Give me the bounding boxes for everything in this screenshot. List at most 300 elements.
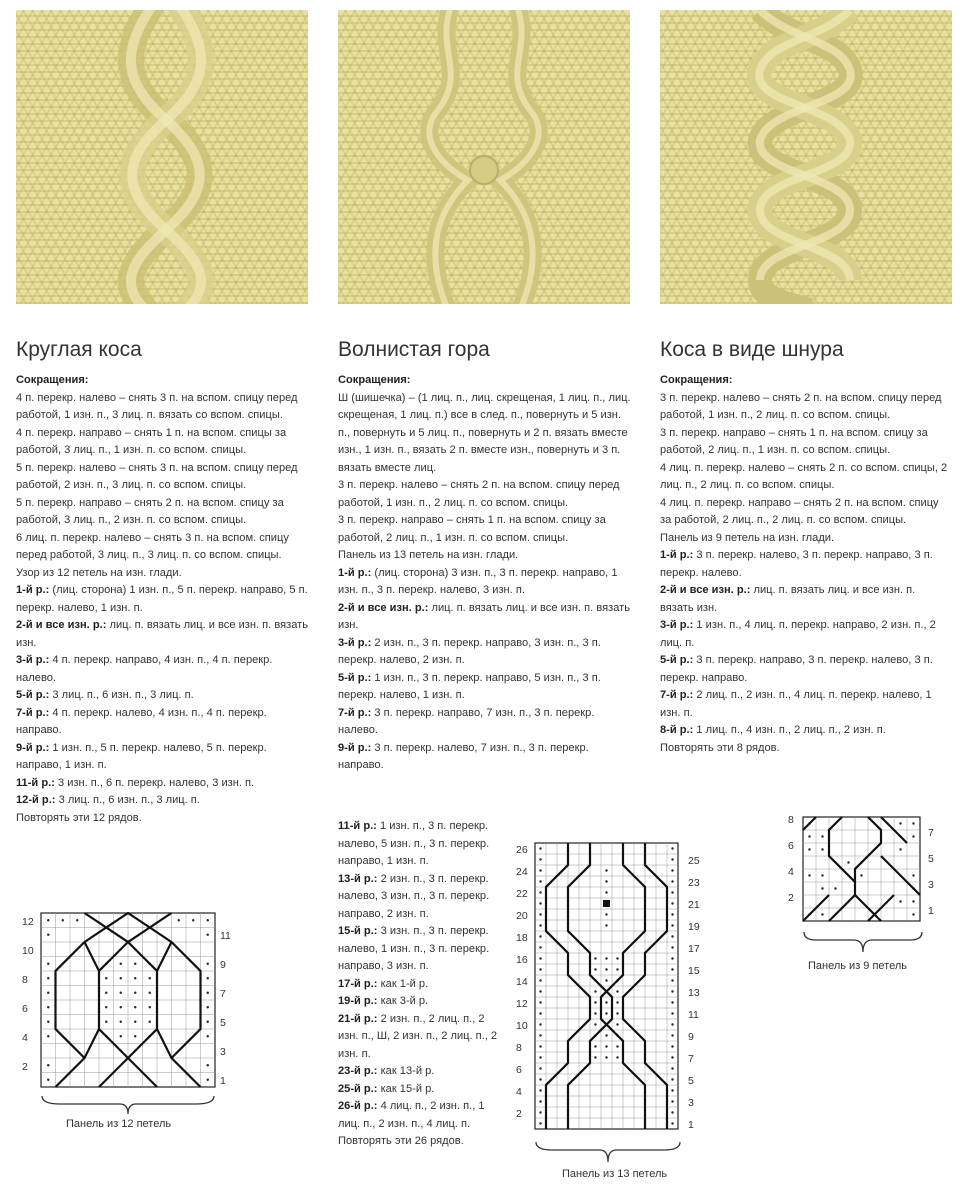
- purl-dot: [671, 1078, 673, 1080]
- instruction-line: [338, 993, 506, 1011]
- row-label: 1-й р.:: [338, 566, 372, 579]
- row-text: как 13-й р.: [377, 1065, 435, 1077]
- row-number: 6: [22, 1003, 28, 1015]
- purl-dot: [149, 977, 151, 979]
- row-number: 8: [22, 974, 28, 986]
- purl-dot: [605, 869, 607, 871]
- instruction-line: [338, 1063, 506, 1081]
- instruction-line: [338, 635, 634, 670]
- instruction-line: [338, 818, 506, 871]
- row-number: 19: [688, 921, 700, 933]
- purl-dot: [605, 1012, 607, 1014]
- purl-dot: [149, 1021, 151, 1023]
- row-text: 3 п. перекр. направо, 3 п. перекр. налево, 3 п. перекр. направо.: [660, 654, 933, 684]
- purl-dot: [539, 968, 541, 970]
- purl-dot: [605, 1056, 607, 1058]
- purl-dot: [539, 1012, 541, 1014]
- row-text: лиц. п. вязать лиц. и все изн. п. вязать изн.: [660, 584, 916, 614]
- purl-dot: [671, 990, 673, 992]
- instruction-line: [338, 1098, 506, 1133]
- row-number: 3: [928, 879, 934, 891]
- purl-dot: [605, 913, 607, 915]
- row-number: 1: [928, 905, 934, 917]
- purl-dot: [539, 1056, 541, 1058]
- purl-dot: [207, 1035, 209, 1037]
- row-text: 2 изн. п., 2 лиц. п., 2 изн. п., Ш, 2 изн. п., 2 лиц. п., 2 изн. п.: [338, 1012, 498, 1060]
- instruction-line: [660, 495, 948, 530]
- purl-dot: [192, 919, 194, 921]
- purl-dot: [47, 1006, 49, 1008]
- purl-dot: [899, 848, 901, 850]
- purl-dot: [594, 1001, 596, 1003]
- purl-dot: [671, 1111, 673, 1113]
- row-label: 7-й р.:: [16, 706, 50, 719]
- instruction-line: [16, 617, 312, 652]
- instruction-line: [338, 565, 634, 600]
- purl-dot: [671, 1023, 673, 1025]
- purl-dot: [207, 1006, 209, 1008]
- row-label: 26-й р.:: [338, 1100, 378, 1112]
- row-label: 5-й р.:: [338, 671, 372, 684]
- purl-dot: [120, 992, 122, 994]
- row-number: 5: [220, 1017, 226, 1029]
- row-text: 3 лиц. п., 6 изн. п., 3 лиц. п.: [49, 689, 194, 701]
- purl-dot: [912, 900, 914, 902]
- purl-dot: [616, 990, 618, 992]
- row-number: 18: [516, 932, 528, 944]
- purl-dot: [616, 957, 618, 959]
- purl-dot: [539, 979, 541, 981]
- purl-dot: [539, 1100, 541, 1102]
- purl-dot: [207, 1021, 209, 1023]
- row-label: 5-й р.:: [660, 654, 694, 666]
- row-text: как 1-й р.: [377, 977, 429, 990]
- chart-round-cable: [40, 912, 216, 1095]
- row-label: 3-й р.:: [16, 654, 50, 666]
- purl-dot: [671, 869, 673, 871]
- chart-cord-cable: [802, 816, 924, 931]
- swatch-photo-cord-cable: [660, 10, 952, 304]
- instruction-line: [660, 617, 948, 652]
- purl-dot: [821, 835, 823, 837]
- knitting-chart-grid: [40, 912, 216, 1090]
- row-label: 25-й р.:: [338, 1082, 378, 1095]
- abbr-heading: Сокращения:: [660, 374, 733, 386]
- purl-dot: [105, 992, 107, 994]
- row-number: 7: [688, 1053, 694, 1065]
- row-text: 1 изн. п., 4 лиц. п. перекр. направо, 2 изн. п., 2 лиц. п.: [660, 619, 936, 649]
- row-number: 9: [220, 959, 226, 971]
- purl-dot: [671, 1012, 673, 1014]
- instruction-line: [16, 495, 312, 530]
- row-text: 2 изн. п., 3 п. перекр. направо, 3 изн. п., 3 п. перекр. налево, 2 изн. п.: [338, 636, 601, 666]
- row-label: 3-й р.:: [660, 619, 694, 631]
- row-text: Панель из 13 петель на изн. глади.: [338, 549, 519, 561]
- row-label: 15-й р.:: [338, 925, 378, 937]
- purl-dot: [539, 957, 541, 959]
- purl-dot: [539, 1034, 541, 1036]
- purl-dot: [808, 835, 810, 837]
- purl-dot: [671, 979, 673, 981]
- pattern-title: Коса в виде шнура: [660, 338, 844, 361]
- row-text: 1 изн. п., 5 п. перекр. налево, 5 п. перекр. направо, 1 изн. п.: [16, 741, 267, 771]
- row-number: 14: [516, 976, 528, 988]
- row-number: 7: [220, 988, 226, 1000]
- chart-caption: Панель из 9 петель: [808, 960, 907, 972]
- row-label: 9-й р.:: [338, 741, 372, 754]
- instruction-line: [338, 477, 634, 512]
- purl-dot: [821, 848, 823, 850]
- purl-dot: [539, 946, 541, 948]
- row-number: 24: [516, 866, 528, 878]
- purl-dot: [47, 934, 49, 936]
- purl-dot: [616, 968, 618, 970]
- purl-dot: [539, 902, 541, 904]
- purl-dot: [47, 992, 49, 994]
- knitting-chart-grid: [534, 842, 682, 1132]
- panel-brace: [534, 1140, 682, 1164]
- purl-dot: [671, 946, 673, 948]
- instruction-line: [16, 705, 312, 740]
- instruction-line: [660, 722, 948, 740]
- row-number: 1: [688, 1119, 694, 1131]
- purl-dot: [594, 1023, 596, 1025]
- row-text: как 15-й р.: [377, 1082, 435, 1095]
- row-text: 3 п. перекр. налево – снять 2 п. на вспом. спицу перед работой, 1 изн. п., 2 лиц. п. со вспом. спицы.: [660, 391, 942, 421]
- row-text: как 3-й р.: [377, 995, 429, 1007]
- instruction-line: [16, 810, 312, 828]
- purl-dot: [134, 977, 136, 979]
- row-number: 2: [788, 892, 794, 904]
- row-label: 2-й и все изн. р.:: [660, 584, 751, 596]
- row-label: 3-й р.:: [338, 636, 372, 649]
- purl-dot: [899, 900, 901, 902]
- purl-dot: [808, 848, 810, 850]
- purl-dot: [671, 902, 673, 904]
- purl-dot: [120, 977, 122, 979]
- row-label: 12-й р.:: [16, 794, 56, 806]
- swatch-photo-wavy-mountain: [338, 10, 630, 304]
- purl-dot: [671, 1067, 673, 1069]
- row-text: (лиц. сторона) 1 изн. п., 5 п. перекр. направо, 5 п. перекр. налево, 1 изн. п.: [16, 584, 308, 614]
- purl-dot: [178, 919, 180, 921]
- purl-dot: [207, 934, 209, 936]
- pattern-title: Круглая коса: [16, 338, 142, 361]
- purl-dot: [105, 1006, 107, 1008]
- instruction-line: [338, 600, 634, 635]
- purl-dot: [605, 1034, 607, 1036]
- purl-dot: [605, 891, 607, 893]
- instruction-lines: [660, 390, 948, 758]
- purl-dot: [134, 1021, 136, 1023]
- instruction-line: [660, 390, 948, 425]
- knitting-chart-grid: [802, 816, 924, 926]
- bobble-symbol: [603, 900, 610, 907]
- row-text: 6 лиц. п. перекр. налево – снять 3 п. на вспом. спицу перед работой, 3 лиц. п., 3 лиц. п. со вспом. спицы.: [16, 531, 289, 561]
- pattern-instructions: [16, 372, 312, 827]
- row-text: 3 п. перекр. направо, 7 изн. п., 3 п. перекр. налево.: [338, 706, 595, 736]
- purl-dot: [539, 1089, 541, 1091]
- row-label: 2-й и все изн. р.:: [338, 601, 429, 614]
- row-text: Панель из 9 петель на изн. глади.: [660, 531, 835, 544]
- purl-dot: [207, 1064, 209, 1066]
- purl-dot: [671, 847, 673, 849]
- row-text: 4 п. перекр. налево – снять 3 п. на вспом. спицу перед работой, 1 изн. п., 3 лиц. п. вязать со вспом. спицы.: [16, 391, 298, 421]
- purl-dot: [105, 1021, 107, 1023]
- purl-dot: [539, 990, 541, 992]
- purl-dot: [912, 874, 914, 876]
- purl-dot: [47, 977, 49, 979]
- row-text: 4 лиц. п. перекр. налево – снять 2 п. со вспом. спицы, 2 лиц. п., 2 лиц. п. со вспом. спицы.: [660, 461, 948, 491]
- purl-dot: [539, 1045, 541, 1047]
- purl-dot: [120, 1021, 122, 1023]
- purl-dot: [671, 1001, 673, 1003]
- row-number: 12: [516, 998, 528, 1010]
- row-label: 7-й р.:: [660, 689, 694, 701]
- purl-dot: [539, 869, 541, 871]
- purl-dot: [539, 1067, 541, 1069]
- row-number: 7: [928, 827, 934, 839]
- row-number: 4: [22, 1032, 28, 1044]
- purl-dot: [207, 977, 209, 979]
- row-label: 23-й р.:: [338, 1065, 378, 1077]
- purl-dot: [616, 1001, 618, 1003]
- instruction-line: [16, 390, 312, 425]
- row-text: Узор из 12 петель на изн. глади.: [16, 566, 182, 579]
- row-text: 4 п. перекр. налево, 4 изн. п., 4 п. перекр. направо.: [16, 706, 267, 736]
- row-label: 2-й и все изн. р.:: [16, 619, 107, 631]
- row-text: 5 п. перекр. налево – снять 3 п. на вспом. спицу перед работой, 2 изн. п., 3 лиц. п. со вспом. спицы.: [16, 461, 298, 491]
- purl-dot: [616, 1012, 618, 1014]
- row-text: 4 п. перекр. направо, 4 изн. п., 4 п. перекр. налево.: [16, 654, 273, 684]
- purl-dot: [105, 977, 107, 979]
- row-text: 3 лиц. п., 6 изн. п., 3 лиц. п.: [55, 794, 200, 806]
- purl-dot: [912, 835, 914, 837]
- instruction-line: [338, 871, 506, 924]
- purl-dot: [539, 1023, 541, 1025]
- row-number: 10: [22, 945, 34, 957]
- instruction-line: [338, 547, 634, 565]
- row-text: Повторять эти 12 рядов.: [16, 811, 142, 824]
- pattern-title: Волнистая гора: [338, 338, 490, 361]
- row-number: 2: [22, 1061, 28, 1073]
- instruction-line: [16, 775, 312, 793]
- instruction-line: [660, 652, 948, 687]
- swatch-photo-round-cable: [16, 10, 308, 304]
- purl-dot: [149, 992, 151, 994]
- purl-dot: [912, 913, 914, 915]
- instruction-line: [338, 740, 634, 775]
- purl-dot: [605, 968, 607, 970]
- purl-dot: [134, 1006, 136, 1008]
- purl-dot: [671, 1045, 673, 1047]
- purl-dot: [120, 1035, 122, 1037]
- panel-brace: [802, 930, 924, 954]
- row-number: 3: [688, 1097, 694, 1109]
- row-number: 13: [688, 987, 700, 999]
- row-text: 4 п. перекр. направо – снять 1 п. на вспом. спицы за работой, 3 лиц. п., 1 изн. п. со вспом. спицы.: [16, 426, 287, 456]
- purl-dot: [671, 858, 673, 860]
- pattern-instructions: [660, 372, 948, 757]
- purl-dot: [134, 992, 136, 994]
- purl-dot: [671, 968, 673, 970]
- abbr-heading: Сокращения:: [338, 374, 411, 386]
- instruction-line: [16, 792, 312, 810]
- row-number: 1: [220, 1075, 226, 1087]
- row-number: 5: [688, 1075, 694, 1087]
- purl-dot: [821, 874, 823, 876]
- row-text: 3 п. перекр. направо – снять 1 п. на вспом. спицу за работой, 2 лиц. п., 1 изн. п. со вспом. спицы.: [660, 426, 928, 456]
- instruction-line: [338, 512, 634, 547]
- row-label: 17-й р.:: [338, 977, 378, 990]
- row-text: 3 п. перекр. налево, 7 изн. п., 3 п. перекр. направо.: [338, 741, 589, 771]
- purl-dot: [539, 935, 541, 937]
- purl-dot: [539, 891, 541, 893]
- chart-caption: Панель из 12 петель: [66, 1118, 172, 1130]
- row-text: 3 изн. п., 3 п. перекр. налево, 1 изн. п., 3 п. перекр. направо, 3 изн. п.: [338, 925, 490, 972]
- purl-dot: [671, 1100, 673, 1102]
- row-label: 8-й р.:: [660, 724, 694, 736]
- row-number: 22: [516, 888, 528, 900]
- purl-dot: [120, 1006, 122, 1008]
- purl-dot: [207, 919, 209, 921]
- purl-dot: [594, 990, 596, 992]
- purl-dot: [594, 1045, 596, 1047]
- purl-dot: [539, 847, 541, 849]
- purl-dot: [821, 887, 823, 889]
- row-number: 21: [688, 899, 700, 911]
- purl-dot: [594, 1012, 596, 1014]
- row-text: 3 п. перекр. налево – снять 2 п. на вспом. спицу перед работой, 1 изн. п., 2 лиц. п. со вспом. спицы.: [338, 479, 620, 509]
- row-number: 26: [516, 844, 528, 856]
- row-text: 1 изн. п., 3 п. перекр. налево, 5 изн. п., 3 п. перекр. направо, 1 изн. п.: [338, 820, 490, 867]
- purl-dot: [134, 963, 136, 965]
- instruction-line: [338, 1081, 506, 1099]
- purl-dot: [808, 874, 810, 876]
- row-text: 2 лиц. п., 2 изн. п., 4 лиц. п. перекр. налево, 1 изн. п.: [660, 689, 932, 719]
- purl-dot: [605, 979, 607, 981]
- row-text: Ш (шишечка) – (1 лиц. п., лиц. скрещеная, 1 лиц. п., лиц. скрещеная, 1 лиц. п.) все в след. п., повернуть и 5 изн. п., повернуть и 5 лиц. п., повернуть и 2 п. вязать вместе изн., 1 изн. п., вязать 2 п. вместе изн., повернуть и 3 п. вязать вместе лиц.: [338, 391, 631, 474]
- row-number: 11: [220, 930, 231, 942]
- row-number: 2: [516, 1108, 522, 1120]
- row-number: 10: [516, 1020, 528, 1032]
- purl-dot: [539, 1122, 541, 1124]
- purl-dot: [47, 1021, 49, 1023]
- purl-dot: [616, 1045, 618, 1047]
- purl-dot: [76, 919, 78, 921]
- instruction-line: [16, 460, 312, 495]
- purl-dot: [539, 880, 541, 882]
- purl-dot: [207, 963, 209, 965]
- purl-dot: [539, 1078, 541, 1080]
- instruction-line: [660, 582, 948, 617]
- instruction-line: [16, 530, 312, 565]
- purl-dot: [671, 891, 673, 893]
- row-number: 4: [516, 1086, 522, 1098]
- purl-dot: [605, 924, 607, 926]
- purl-dot: [834, 887, 836, 889]
- row-number: 9: [688, 1031, 694, 1043]
- row-text: 1 лиц. п., 4 изн. п., 2 лиц. п., 2 изн. п.: [693, 724, 886, 736]
- row-label: 9-й р.:: [16, 741, 50, 754]
- pattern-instructions: [338, 372, 634, 775]
- purl-dot: [47, 919, 49, 921]
- row-number: 23: [688, 877, 700, 889]
- instruction-line: [660, 687, 948, 722]
- purl-dot: [594, 1056, 596, 1058]
- instruction-line: [338, 705, 634, 740]
- purl-dot: [47, 963, 49, 965]
- purl-dot: [539, 924, 541, 926]
- row-label: 1-й р.:: [16, 584, 50, 596]
- purl-dot: [605, 1045, 607, 1047]
- instruction-line: [16, 652, 312, 687]
- instruction-line: [338, 390, 634, 478]
- row-label: 11-й р.:: [16, 776, 55, 789]
- instruction-line: [16, 687, 312, 705]
- row-number: 8: [516, 1042, 522, 1054]
- row-number: 5: [928, 853, 934, 865]
- purl-dot: [539, 858, 541, 860]
- row-text: 5 п. перекр. направо – снять 2 п. на вспом. спицу за работой, 3 лиц. п., 2 изн. п. со вспом. спицы.: [16, 496, 284, 526]
- instruction-line: [660, 425, 948, 460]
- row-text: 3 изн. п., 6 п. перекр. налево, 3 изн. п.: [54, 776, 255, 789]
- instruction-line: [338, 1133, 506, 1151]
- purl-dot: [860, 874, 862, 876]
- row-text: 4 лиц. п., 2 изн. п., 1 лиц. п., 2 изн. п., 4 лиц. п.: [338, 1100, 485, 1130]
- instruction-line: [338, 1011, 506, 1064]
- pattern-instructions-continued: [338, 818, 506, 1151]
- purl-dot: [207, 992, 209, 994]
- row-text: 4 лиц. п. перекр. направо – снять 2 п. на вспом. спицу за работой, 2 лиц. п., 2 лиц. п. со вспом. спицы.: [660, 496, 939, 526]
- purl-dot: [671, 1034, 673, 1036]
- row-number: 25: [688, 855, 700, 867]
- purl-dot: [134, 1035, 136, 1037]
- row-text: (лиц. сторона) 3 изн. п., 3 п. перекр. направо, 1 изн. п., 3 п. перекр. налево, 3 изн. п.: [338, 566, 618, 596]
- purl-dot: [899, 822, 901, 824]
- row-label: 11-й р.:: [338, 820, 377, 832]
- row-number: 4: [788, 866, 794, 878]
- purl-dot: [616, 1023, 618, 1025]
- panel-brace: [40, 1094, 216, 1116]
- row-text: Повторять эти 26 рядов.: [338, 1135, 464, 1147]
- row-number: 6: [788, 840, 794, 852]
- purl-dot: [912, 822, 914, 824]
- row-text: 3 п. перекр. направо – снять 1 п. на вспом. спицу за работой, 2 лиц. п., 1 изн. п. со вспом. спицы.: [338, 514, 606, 544]
- purl-dot: [671, 1056, 673, 1058]
- row-text: 3 п. перекр. налево, 3 п. перекр. направо, 3 п. перекр. налево.: [660, 549, 933, 579]
- purl-dot: [616, 1056, 618, 1058]
- purl-dot: [671, 913, 673, 915]
- purl-dot: [847, 861, 849, 863]
- instruction-line: [16, 582, 312, 617]
- row-label: 21-й р.:: [338, 1012, 378, 1025]
- row-text: 1 изн. п., 3 п. перекр. направо, 5 изн. п., 3 п. перекр. налево, 1 изн. п.: [338, 671, 601, 701]
- abbr-heading: Сокращения:: [16, 374, 89, 386]
- row-label: 13-й р.:: [338, 872, 378, 885]
- purl-dot: [671, 924, 673, 926]
- row-label: 1-й р.:: [660, 549, 694, 561]
- purl-dot: [539, 913, 541, 915]
- purl-dot: [207, 1079, 209, 1081]
- purl-dot: [605, 957, 607, 959]
- instruction-line: [16, 565, 312, 583]
- row-number: 15: [688, 965, 700, 977]
- row-label: 5-й р.:: [16, 689, 50, 701]
- purl-dot: [62, 919, 64, 921]
- row-number: 3: [220, 1046, 226, 1058]
- purl-dot: [149, 1006, 151, 1008]
